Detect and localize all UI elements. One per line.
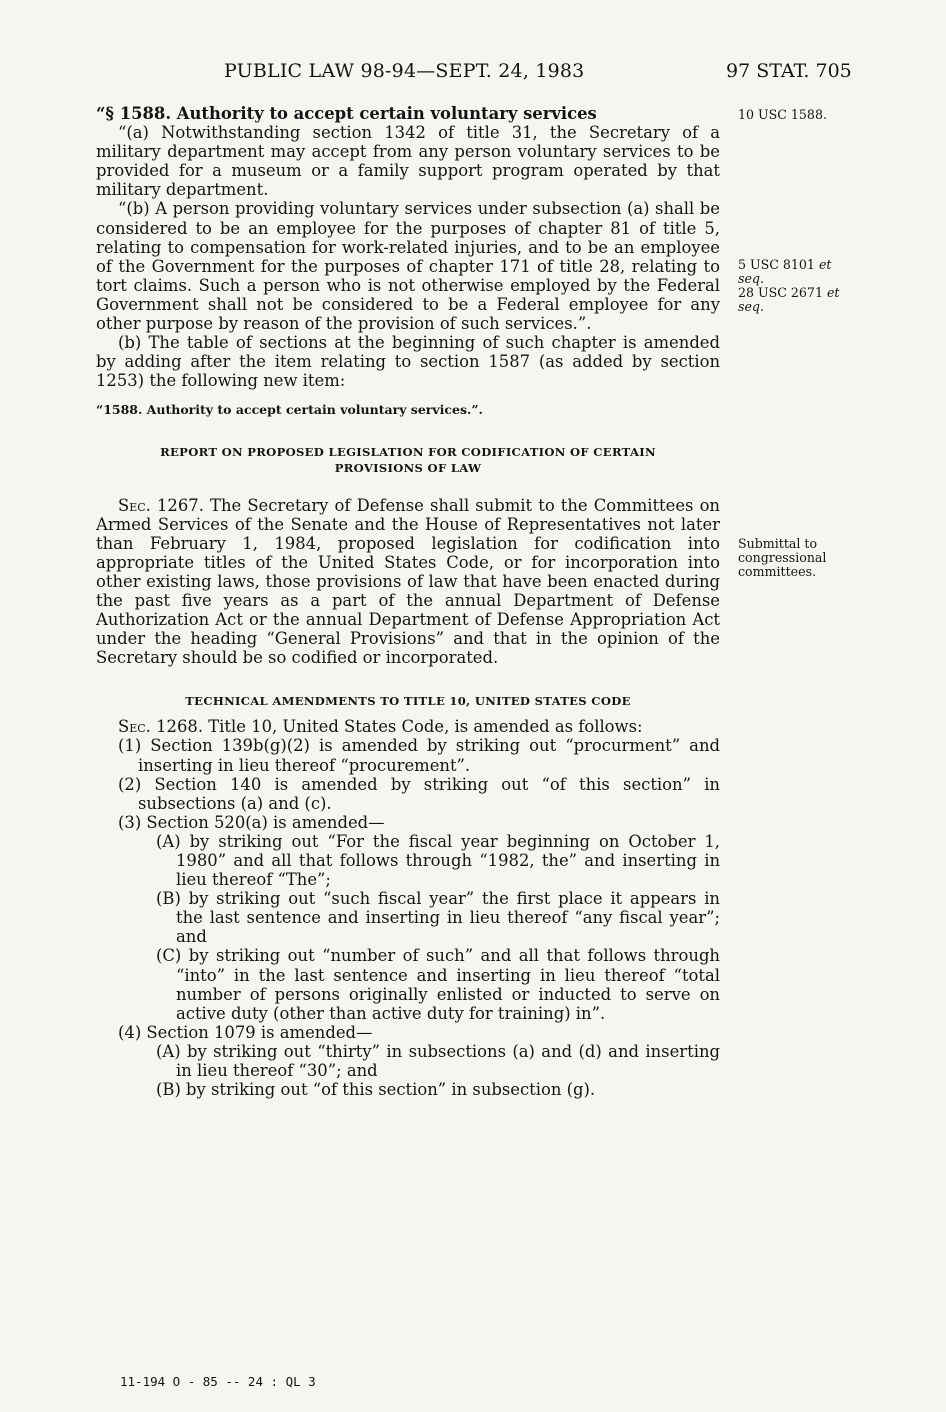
amendment-item-3: (3) Section 520(a) is amended—	[118, 812, 385, 832]
print-code-footer: 11-194 O - 85 -- 24 : QL 3	[120, 1374, 316, 1389]
new-table-item: “1588. Authority to accept certain voluntary services.”.	[96, 402, 483, 418]
margin-note-usc-8101: 5 USC 8101 et seq.	[738, 257, 832, 286]
section-1588-subsection-a: “(a) Notwithstanding section 1342 of title 31, the Secretary of a military department may accept from any person voluntary services to be provided for a museum or a family support program operated by that military department.	[96, 123, 720, 200]
amendment-item-4b: (B) by striking out “of this section” in subsection (g).	[156, 1080, 596, 1100]
section-1588-heading: “§ 1588. Authority to accept certain voluntary services	[96, 104, 597, 123]
margin-note-usc-citations	[738, 258, 858, 314]
caption-report-proposed-legislation: REPORT ON PROPOSED LEGISLATION FOR CODIFICATION OF CERTAIN PROVISIONS OF LAW	[160, 444, 656, 475]
table-amendment-paragraph: (b) The table of sections at the beginning of such chapter is amended by adding after the item relating to section 1587 (as added by section 1253) the following new item:	[96, 333, 720, 391]
section-label: Sec.	[118, 717, 151, 737]
margin-note-submittal: Submittal to congressional committees.	[738, 536, 827, 579]
amendment-item-1: (1) Section 139b(g)(2) is amended by striking out “procurment” and inserting in lieu thereof “procurement”.	[118, 736, 720, 775]
amendment-item-4a: (A) by striking out “thirty” in subsections (a) and (d) and inserting in lieu thereof “30”; and	[156, 1041, 720, 1081]
amendment-item-4: (4) Section 1079 is amended—	[118, 1022, 373, 1042]
section-label: Sec.	[118, 495, 151, 515]
statute-page-number: 97 STAT. 705	[726, 60, 852, 82]
amendment-item-3c: (C) by striking out “number of such” and all that follows through “into” in the last sentence and inserting in lieu thereof “total number of persons originally enlisted or inducted to serve on active duty (other than active duty for training) in”.	[156, 946, 720, 1023]
amendment-item-3b: (B) by striking out “such fiscal year” the first place it appears in the last sentence and inserting in lieu thereof “any fiscal year”; and	[156, 889, 720, 947]
caption-technical-amendments: TECHNICAL AMENDMENTS TO TITLE 10, UNITED STATES CODE	[185, 694, 631, 709]
main-text-column	[96, 104, 720, 1099]
amendment-item-2: (2) Section 140 is amended by striking out “of this section” in subsections (a) and (c).	[118, 774, 720, 813]
section-1268-intro: Sec. 1268. Title 10, United States Code, is amended as follows:	[118, 717, 643, 737]
amendment-item-3a: (A) by striking out “For the fiscal year beginning on October 1, 1980” and all that follows through “1982, the” and inserting in lieu thereof “The”;	[156, 831, 720, 890]
section-1588-subsection-b: “(b) A person providing voluntary services under subsection (a) shall be considered to be an employee for the purposes of chapter 81 of title 5, relating to compensation for work-related injuries, and to be an employee of the Government for the purposes of chapter 171 of title 28, relating to tort claims. Such a person who is not otherwise employed by the Federal Government shall not be considered to be a Federal employee for any other purpose by reason of the provision of such services.”.	[96, 199, 720, 334]
section-1267-paragraph: Sec. 1267. The Secretary of Defense shall submit to the Committees on Armed Services of the Senate and the House of Representatives not later than February 1, 1984, proposed legislation for codification into appropriate titles of the United States Code, or for incorporation into other existing laws, those provisions of law that have been enacted during the past five years as a part of the annual Department of Defense Authorization Act or the annual Department of Defense Appropriation Act under the heading “General Provisions” and that in the opinion of the Secretary should be so codified or incorporated.	[96, 495, 720, 668]
running-header: PUBLIC LAW 98-94—SEPT. 24, 1983	[224, 60, 585, 82]
margin-note-usc-2671: 28 USC 2671 et seq.	[738, 285, 840, 314]
margin-note-usc-1588: 10 USC 1588.	[738, 107, 827, 122]
